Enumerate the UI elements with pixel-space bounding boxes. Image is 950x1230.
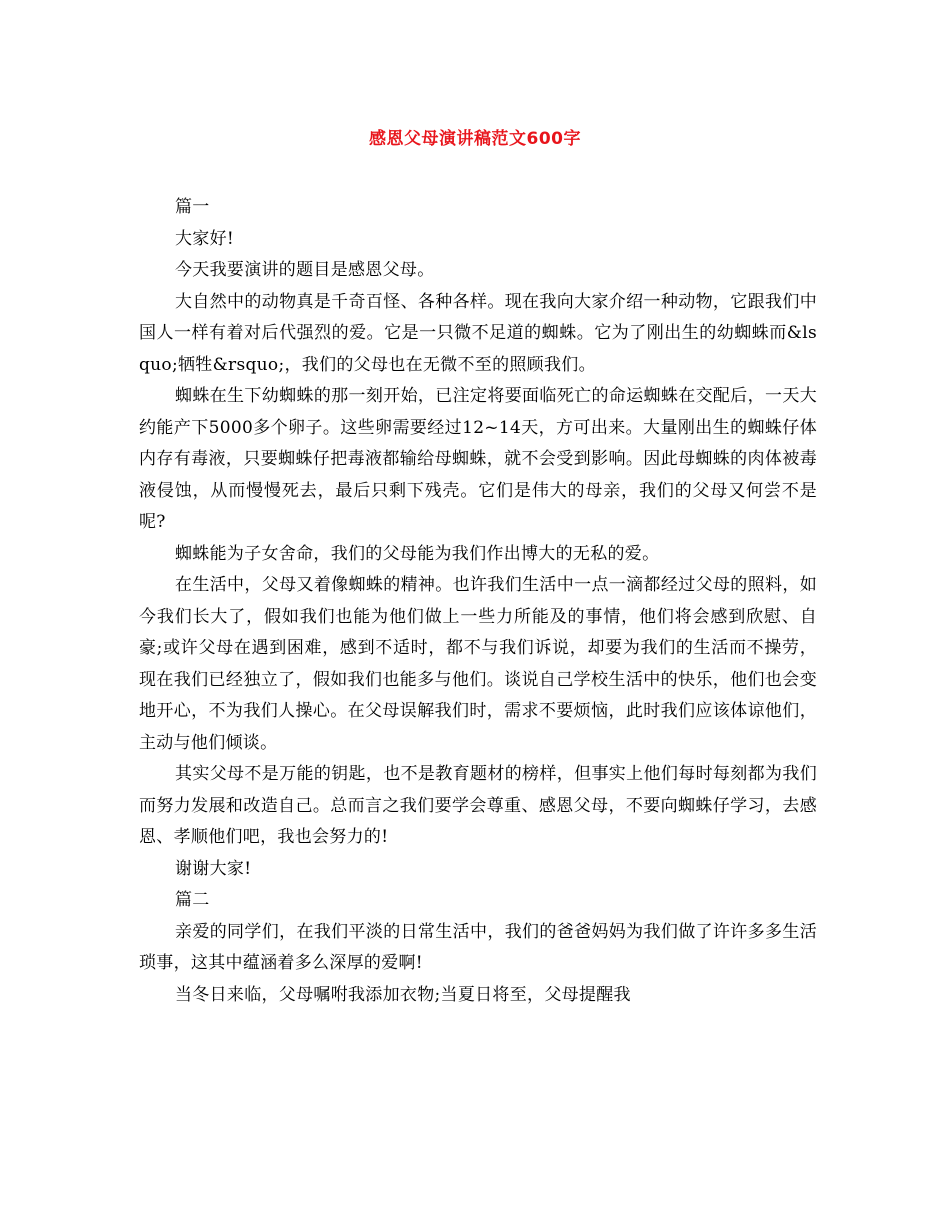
paragraph-greeting: 大家好! bbox=[175, 228, 235, 249]
paragraph-conclusion: 其实父母不是万能的钥匙，也不是教育题材的榜样，但事实上他们每时每刻都为我们而努力发展和改造自己。总而言之我们要学会尊重、感恩父母，不要向蜘蛛仔学习，去感恩、孝顺他们吧，我也会努力的! bbox=[139, 764, 817, 847]
document-title: 感恩父母演讲稿范文600字 bbox=[369, 129, 581, 149]
document-body bbox=[139, 192, 817, 1011]
paragraph-classmates: 亲爱的同学们，在我们平淡的日常生活中，我们的爸爸妈妈为我们做了许许多多生活琐事，这其中蕴涵着多么深厚的爱啊! bbox=[139, 921, 817, 973]
paragraph-thanks: 谢谢大家! bbox=[175, 858, 252, 879]
paragraph-daily-life: 在生活中，父母又着像蜘蛛的精神。也许我们生活中一点一滴都经过父母的照料，如今我们长大了，假如我们也能为他们做上一些力所能及的事情，他们将会感到欣慰、自豪;或许父母在遇到困难，感到不适时，都不与我们诉说，却要为我们的生活而不操劳，现在我们已经独立了，假如我们也能多与他们。谈说自己学校生活中的快乐，他们也会变地开心，不为我们人操心。在父母误解我们时，需求不要烦恼，此时我们应该体谅他们，主动与他们倾谈。 bbox=[139, 575, 817, 753]
paragraph-spider-intro: 大自然中的动物真是千奇百怪、各种各样。现在我向大家介绍一种动物，它跟我们中国人一样有着对后代强烈的爱。它是一只微不足道的蜘蛛。它为了刚出生的幼蜘蛛而&lsquo;牺牲&rsquo;，我们的父母也在无微不至的照顾我们。 bbox=[139, 291, 817, 375]
section-heading-1: 篇一 bbox=[175, 197, 210, 217]
paragraph-spider-sacrifice: 蜘蛛在生下幼蜘蛛的那一刻开始，已注定将要面临死亡的命运蜘蛛在交配后，一天大约能产下5000多个卵子。这些卵需要经过12~14天，方可出来。大量刚出生的蜘蛛仔体内存有毒液，只要蜘蛛仔把毒液都输给母蜘蛛，就不会受到影响。因此母蜘蛛的肉体被毒液侵蚀，从而慢慢死去，最后只剩下残壳。它们是伟大的母亲，我们的父母又何尝不是呢? bbox=[139, 386, 817, 532]
paragraph-topic: 今天我要演讲的题目是感恩父母。 bbox=[175, 260, 435, 280]
section-heading-2: 篇二 bbox=[175, 890, 210, 910]
paragraph-selfless-love: 蜘蛛能为子女舍命，我们的父母能为我们作出博大的无私的爱。 bbox=[175, 543, 660, 564]
paragraph-seasons: 当冬日来临，父母嘱咐我添加衣物;当夏日将至，父母提醒我 bbox=[175, 984, 631, 1005]
